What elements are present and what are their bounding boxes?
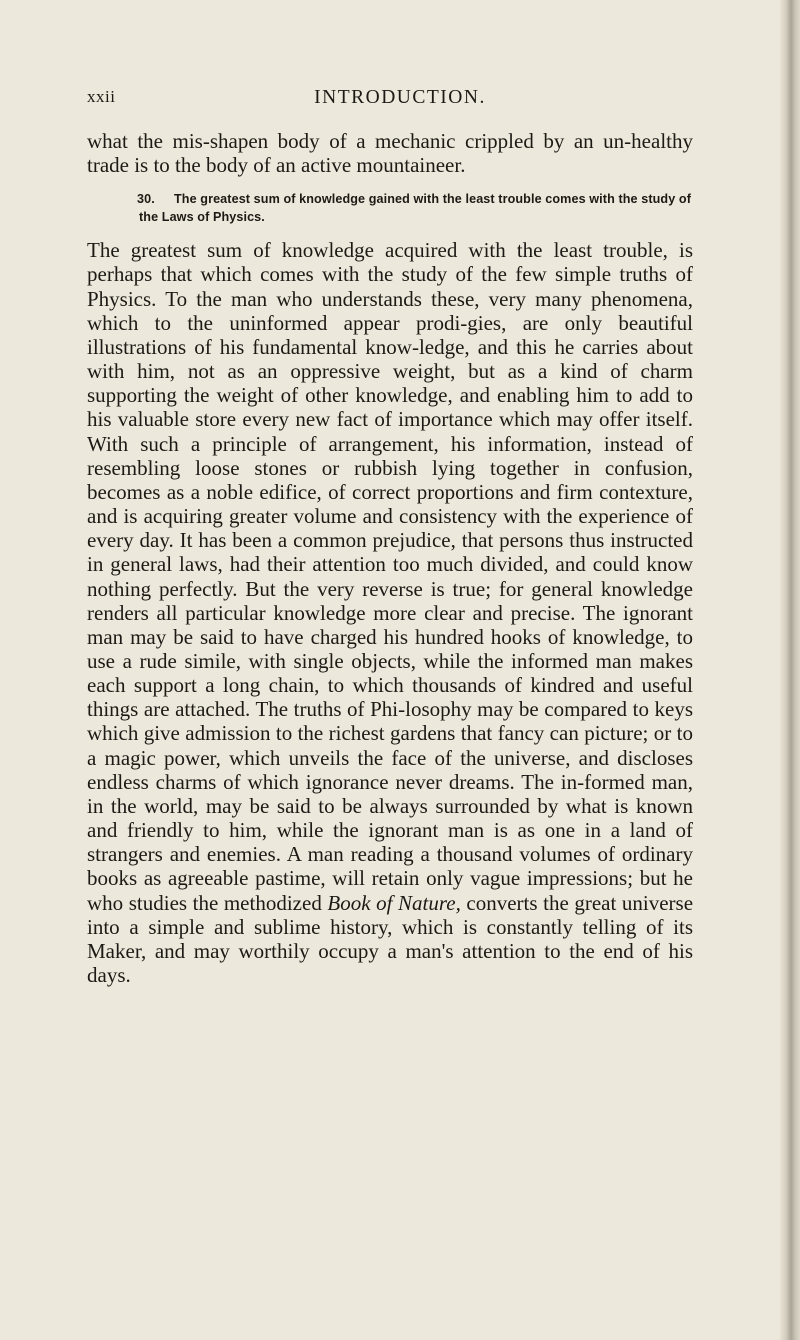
main-paragraph-ending: converts the great universe into a simple and sublime history, which is constantly telling of its Maker, and may worthily occupy a man's attention to the end of his days.: [87, 890, 694, 987]
page-edge: [780, 0, 800, 1340]
section-number: 30.: [137, 192, 155, 207]
continued-paragraph: what the mis-shapen body of a mechanic crippled by an un-healthy trade is to the body of an active mountaineer.: [87, 129, 693, 178]
italic-title: Book of Nature,: [327, 890, 461, 915]
page-number: xxii: [87, 87, 116, 106]
section-sidenote: [87, 190, 693, 226]
running-head: INTRODUCTION.: [314, 87, 486, 108]
body-text: [87, 129, 693, 987]
sidenote-text: The greatest sum of knowledge gained with the least trouble comes with the study of the Laws of Physics.: [139, 192, 692, 225]
main-paragraph-text: The greatest sum of knowledge acquired with the least trouble, is perhaps that which comes with the study of the few simple truths of Physics. To the man who understands these, very many phenomena, which to the uninformed appear prodi-gies, are only beautiful illustrations of his fundamental know-ledge, and this he carries about with him, not as an oppressive weight, but as a kind of charm supporting the weight of other knowledge, and enabling him to add to his valuable store every new fact of importance which may offer itself. With such a principle of arrangement, his information, instead of resembling loose stones or rubbish lying together in confusion, becomes as a noble edifice, of correct proportions and firm contexture, and is acquiring greater volume and consistency with the experience of every day. It has been a common prejudice, that persons thus instructed in general laws, had their attention too much divided, and could know nothing perfectly. But the very reverse is true; for general knowledge renders all particular knowledge more clear and precise. The ignorant man may be said to have charged his hundred hooks of knowledge, to use a rude simile, with single objects, while the informed man makes each support a long chain, to which thousands of kindred and useful things are attached. The truths of Phi-losophy may be compared to keys which give admission to the richest gardens that fancy can picture; or to a magic power, which unveils the face of the universe, and discloses endless charms of which ignorance never dreams. The in-formed man, in the world, may be said to be always surrounded by what is known and friendly to him, while the ignorant man is as one in a land of strangers and enemies. A man reading a thousand volumes of ordinary books as agreeable pastime, will retain only vague impressions; but he who studies the methodized: [87, 238, 693, 915]
main-paragraph: [87, 238, 693, 987]
page-header: [75, 87, 715, 111]
